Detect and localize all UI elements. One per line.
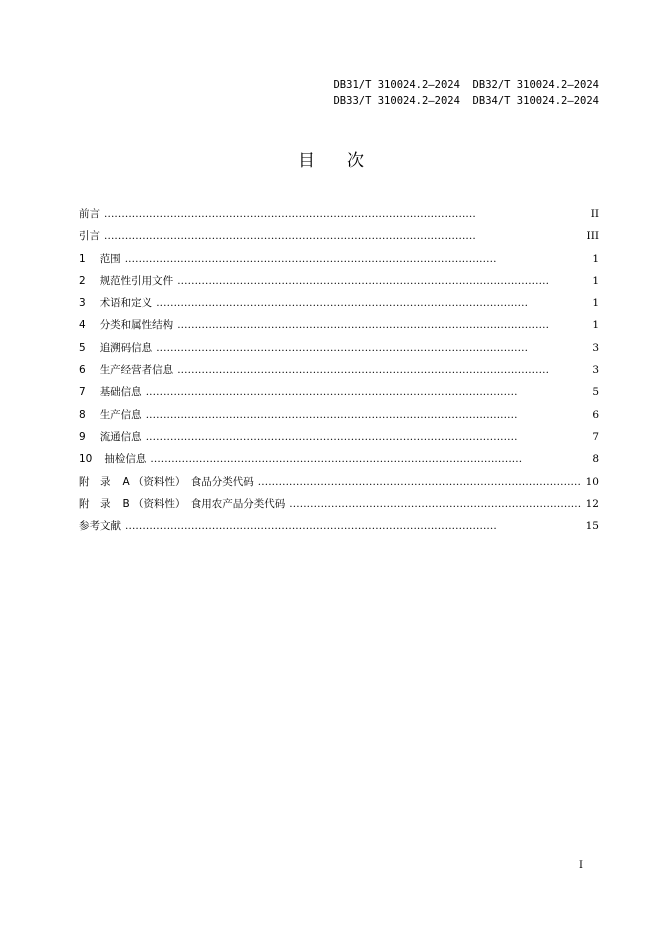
toc-entry[interactable]: [79, 206, 599, 228]
toc-title-char-1: 目: [298, 151, 315, 171]
toc-entry-label: 规范性引用文件: [99, 274, 174, 287]
toc-entry-page: III: [586, 230, 599, 243]
toc-entry[interactable]: [79, 340, 599, 362]
toc-leader-dots: [289, 498, 581, 510]
toc-entry[interactable]: [79, 384, 599, 406]
toc-leader-dots: [104, 208, 587, 220]
toc-leader-dots: [125, 253, 589, 265]
standard-number-line-1: DB31/T 310024.2—2024 DB32/T 310024.2—2024: [333, 79, 599, 91]
toc-entry[interactable]: [79, 518, 599, 540]
toc-leader-dots: [177, 364, 588, 376]
toc-entry-page: 10: [585, 475, 599, 488]
toc-leader-dots: [156, 342, 588, 354]
toc-leader-dots: [258, 476, 582, 488]
standard-number-line-2: DB33/T 310024.2—2024 DB34/T 310024.2—2024: [333, 95, 599, 107]
toc-entry[interactable]: [79, 362, 599, 384]
toc-entry-label: 术语和定义: [99, 297, 153, 310]
toc-entry[interactable]: [79, 429, 599, 451]
toc-leader-dots: [104, 230, 583, 242]
toc-entry-page: 12: [585, 497, 599, 510]
toc-entry[interactable]: [79, 317, 599, 339]
toc-entry-page: 6: [592, 408, 599, 421]
toc-entry-number: 9: [79, 430, 86, 443]
toc-entry-number: 8: [79, 408, 86, 421]
toc-leader-dots: [146, 409, 589, 421]
toc-title-char-2: 次: [347, 151, 364, 171]
toc-entry-label: 流通信息: [99, 430, 142, 443]
toc-entry-page: 1: [592, 274, 599, 287]
toc-entry-page: 3: [592, 341, 599, 354]
toc-leader-dots: [125, 520, 582, 532]
toc-entry-page: 1: [592, 319, 599, 332]
page-number: I: [579, 860, 583, 871]
toc-entry[interactable]: [79, 496, 599, 518]
toc-leader-dots: [150, 453, 588, 465]
toc-leader-dots: [177, 275, 588, 287]
toc-entry-label: 分类和属性结构: [99, 319, 174, 332]
standard-number-header: [333, 77, 599, 109]
toc-title: [0, 146, 662, 171]
toc-entry-page: 5: [592, 386, 599, 399]
toc-entry-page: 3: [592, 364, 599, 377]
toc-entry-number: 附 录: [79, 497, 111, 510]
toc-entry-number: 6: [79, 364, 86, 377]
toc-entry-number: 附 录: [79, 475, 111, 488]
toc-entry-page: 8: [592, 453, 599, 466]
toc-entry-label: 生产经营者信息: [99, 364, 174, 377]
toc-entry[interactable]: [79, 407, 599, 429]
toc-entry-number: 10: [79, 453, 93, 466]
toc-entry-number: 5: [79, 341, 86, 354]
toc-entry[interactable]: [79, 295, 599, 317]
toc-entry-page: 1: [592, 252, 599, 265]
toc-entry-label: 引言: [79, 230, 100, 243]
toc-entry-label: B （资料性） 食用农产品分类代码: [122, 497, 286, 510]
toc-leader-dots: [156, 297, 588, 309]
toc-entry-label: 范围: [99, 252, 121, 265]
toc-entry-page: 7: [592, 430, 599, 443]
toc-entry[interactable]: [79, 251, 599, 273]
toc-entry-page: II: [590, 208, 599, 220]
toc-entry[interactable]: [79, 273, 599, 295]
toc-entry-label: 追溯码信息: [99, 341, 153, 354]
toc-entry[interactable]: [79, 451, 599, 473]
toc-leader-dots: [146, 386, 589, 398]
toc-entry-number: 4: [79, 319, 86, 332]
toc-entry-page: 15: [585, 520, 599, 533]
toc-entry[interactable]: [79, 474, 599, 496]
table-of-contents: [79, 206, 599, 540]
toc-leader-dots: [177, 319, 588, 331]
toc-entry-number: 3: [79, 297, 86, 310]
toc-entry-page: 1: [592, 297, 599, 310]
toc-entry-label: 抽检信息: [104, 453, 147, 466]
toc-entry-label: 前言: [79, 208, 100, 220]
toc-entry-number: 2: [79, 274, 86, 287]
toc-entry-label: 参考文献: [79, 520, 121, 533]
toc-leader-dots: [146, 431, 589, 443]
toc-entry-number: 1: [79, 252, 86, 265]
toc-entry-label: 生产信息: [99, 408, 142, 421]
toc-entry-label: A （资料性） 食品分类代码: [122, 475, 254, 488]
toc-entry[interactable]: [79, 228, 599, 250]
toc-entry-label: 基础信息: [99, 386, 142, 399]
toc-entry-number: 7: [79, 386, 86, 399]
